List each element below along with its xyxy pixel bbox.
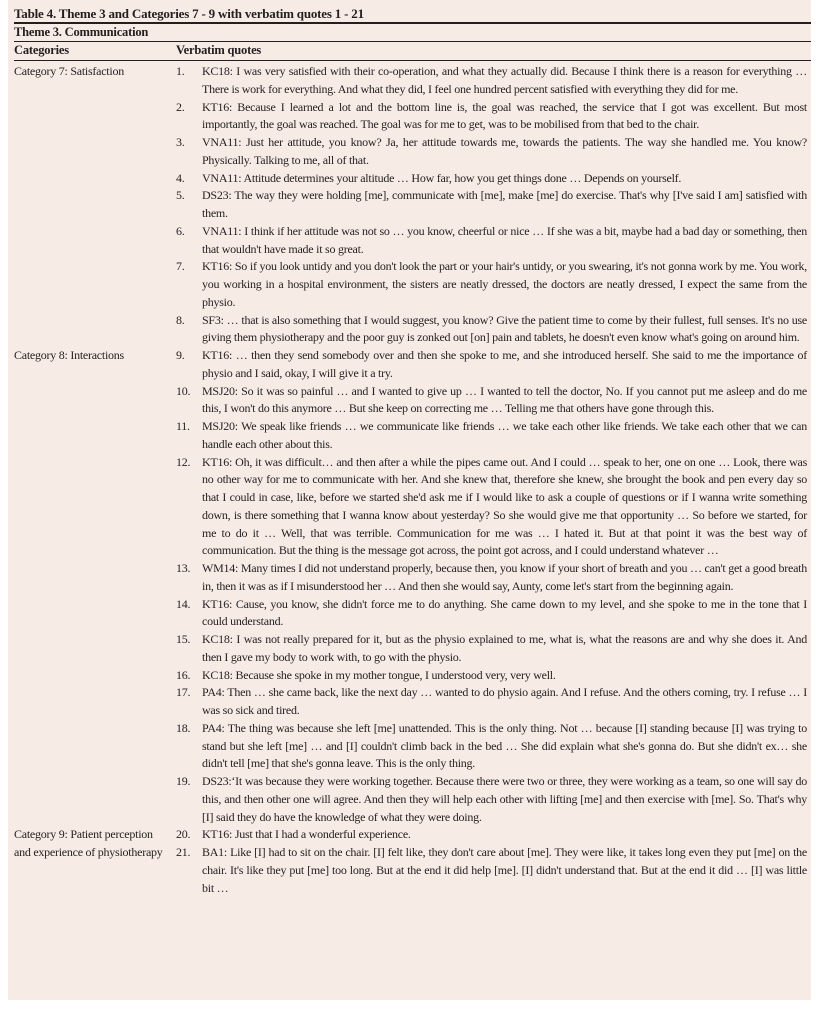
quote-text: SF3: … that is also something that I would suggest, you know? Give the patient time to come by their fullest, full senses. It's no use giving them physiotherapy and the poor guy is zonked out [on] pain and tablets, he doesn't even know what's going on around him. [202, 312, 807, 345]
table-4-panel [8, 0, 811, 1000]
quote-list [176, 63, 811, 347]
quote-item [176, 134, 807, 170]
quote-text: PA4: The thing was because she left [me] unattended. This is the only thing. Not … because [I] standing because [I] was trying to stand but she left [me] … and [I] couldn't climb back in the bed … She did explain what she's gonna do. But she didn't ex… she didn't tell [me] that she's gonna leave. This is the only thing. [202, 720, 807, 771]
quote-text: KC18: Because she spoke in my mother tongue, I understood very, very well. [202, 667, 556, 682]
quote-item [176, 720, 807, 773]
quote-item [176, 844, 807, 897]
category-label: Category 9: Patient perception and experience of physiotherapy [14, 827, 163, 859]
quote-item [176, 99, 807, 135]
header-rule [14, 60, 811, 61]
header-verbatim-quotes: Verbatim quotes [176, 43, 262, 57]
header-categories: Categories [14, 43, 69, 57]
quote-text: VNA11: Attitude determines your altitude … How far, how you get things done … Depends on yourself. [202, 170, 682, 185]
quote-list [176, 347, 811, 826]
quote-number: 8. [176, 312, 185, 327]
quote-number: 9. [176, 348, 185, 362]
category-label: Category 8: Interactions [14, 348, 124, 362]
quote-text: KC18: I was not really prepared for it, but as the physio explained to me, what is, what the reasons are and why she does it. And then I gave my body to work with, to go with the physio. [202, 632, 807, 664]
table-body [14, 63, 811, 897]
quote-text: KT16: Just that I had a wonderful experience. [202, 827, 411, 842]
quote-number: 19. [176, 774, 191, 788]
quote-number: 1. [176, 64, 185, 78]
quote-number: 7. [176, 259, 185, 274]
quote-text: KT16: Oh, it was difficult… and then after a while the pipes came out. And I could … speak to her, one on one … Look, there was no other way for me to communicate with her. And she knew that, therefore she knew, she brought the book and pen every day so that I could in case, like, before we started she'd ask me if I would like to ask a couple of questions or if I wanna write something down, is there something that I wanna know about yesterday? So she would give me that opportunity … So before we started, for me to do it … Well, that was terrible. Communication for me was … I hated it. But at that point it was the best way of communication. But the thing is the message got across, the point got across, and I could understand whatever … [202, 454, 807, 558]
quote-item [176, 773, 807, 826]
quote-text: KT16: Cause, you know, she didn't force me to do anything. She came down to my level, and she spoke to me in the tone that I could understand. [202, 596, 807, 629]
quote-item [176, 596, 807, 632]
quote-item [176, 170, 807, 188]
quote-number: 16. [176, 667, 191, 682]
quote-number: 18. [176, 720, 191, 735]
quote-number: 6. [176, 223, 185, 238]
quote-number: 2. [176, 99, 185, 114]
theme-rule [14, 41, 811, 42]
quote-item [176, 223, 807, 259]
quote-text: VNA11: I think if her attitude was not so … you know, cheerful or nice … If she was a bit, maybe had a bad day or something, then that wouldn't have made it so great. [202, 223, 807, 256]
table-title: Table 4. Theme 3 and Categories 7 - 9 with verbatim quotes 1 - 21 [14, 6, 364, 21]
quote-item [176, 383, 807, 419]
quote-item [176, 560, 807, 596]
quote-text: KT16: … then they send somebody over and then she spoke to me, and she introduced herself. She said to me the importance of physio and I said, okay, I will give it a try. [202, 348, 807, 380]
quote-item [176, 684, 807, 720]
category-row [14, 826, 811, 897]
quote-number: 20. [176, 827, 191, 842]
quote-item [176, 418, 807, 454]
quote-text: BA1: Like [I] had to sit on the chair. [I] felt like, they don't care about [me]. They were like, it takes long even they put [me] on the chair. It's like they put [me] too long. But at the end it did help [me]. [I] didn't understand that. But at the end it did … [I] was little bit … [202, 845, 807, 895]
quote-item [176, 826, 807, 844]
quote-item [176, 667, 807, 685]
quote-text: PA4: Then … she came back, like the next day … wanted to do physio again. And I refuse. And the others coming, try. I refuse … I was so sick and tired. [202, 685, 807, 717]
quote-text: KC18: I was very satisfied with their co-operation, and what they actually did. Because I think there is a reason for everything … There is work for everything. And what they did, I feel one hundred percent satisfied with everything they did for me. [202, 64, 807, 96]
quote-item [176, 631, 807, 667]
quote-text: MSJ20: So it was so painful … and I wanted to give up … I wanted to tell the doctor, No. If you cannot put me asleep and do me this, I won't do this anymore … But she keep on correcting me … Telling me that others have gone through this. [202, 383, 807, 416]
quote-number: 10. [176, 383, 191, 398]
quote-text: MSJ20: We speak like friends … we communicate like friends … we take each other like friends. We take each other that we can handle each other about this. [202, 419, 807, 451]
quote-text: KT16: So if you look untidy and you don't look the part or your hair's untidy, or you swearing, it's not gonna work by me. You work, you working in a hospital environment, the sisters are neatly dressed, the doctors are neatly dressed, I expect the same from the physio. [202, 259, 807, 309]
quote-item [176, 454, 807, 561]
quote-number: 11. [176, 419, 190, 433]
quote-text: DS23: The way they were holding [me], communicate with [me], make [me] do exercise. That's why [I've said I am] satisfied with them. [202, 188, 807, 220]
quote-number: 14. [176, 596, 191, 611]
quote-number: 3. [176, 135, 185, 149]
quote-number: 15. [176, 632, 191, 646]
quote-item [176, 312, 807, 348]
theme-heading: Theme 3. Communication [14, 25, 149, 39]
quote-number: 4. [176, 170, 185, 185]
quote-item [176, 347, 807, 383]
quote-number: 17. [176, 685, 191, 700]
quote-number: 12. [176, 454, 191, 469]
category-label: Category 7: Satisfaction [14, 64, 124, 78]
quote-item [176, 258, 807, 311]
quote-number: 5. [176, 188, 185, 203]
quote-item [176, 187, 807, 223]
quote-text: KT16: Because I learned a lot and the bottom line is, the goal was reached, the service that I got was excellent. But most importantly, the goal was reached. The goal was for me to get, was to be mobilised from that bed to the chair. [202, 99, 807, 132]
quote-text: WM14: Many times I did not understand properly, because then, you know if your short of breath and you … can't get a good breath in, then it was as if I misunderstood her … And then she would say, Aunty, come let's start from the beginning again. [202, 561, 807, 593]
category-row [14, 347, 811, 826]
quote-text: VNA11: Just her attitude, you know? Ja, her attitude towards me, towards the patients. The way she handled me. You know? Physically. Talking to me, all of that. [202, 135, 807, 167]
top-rule [14, 22, 811, 24]
quote-number: 21. [176, 845, 191, 859]
quote-list [176, 826, 811, 897]
quote-item [176, 63, 807, 99]
quote-number: 13. [176, 561, 191, 575]
quote-text: DS23:‘It was because they were working together. Because there were two or three, they were working as a team, so one will say do this, and then other one will agree. And then they will help each other with lifting [me] and then exercise with [me]. So. That's why [I] said they do have the knowledge of what they were doing. [202, 774, 807, 824]
category-row [14, 63, 811, 347]
